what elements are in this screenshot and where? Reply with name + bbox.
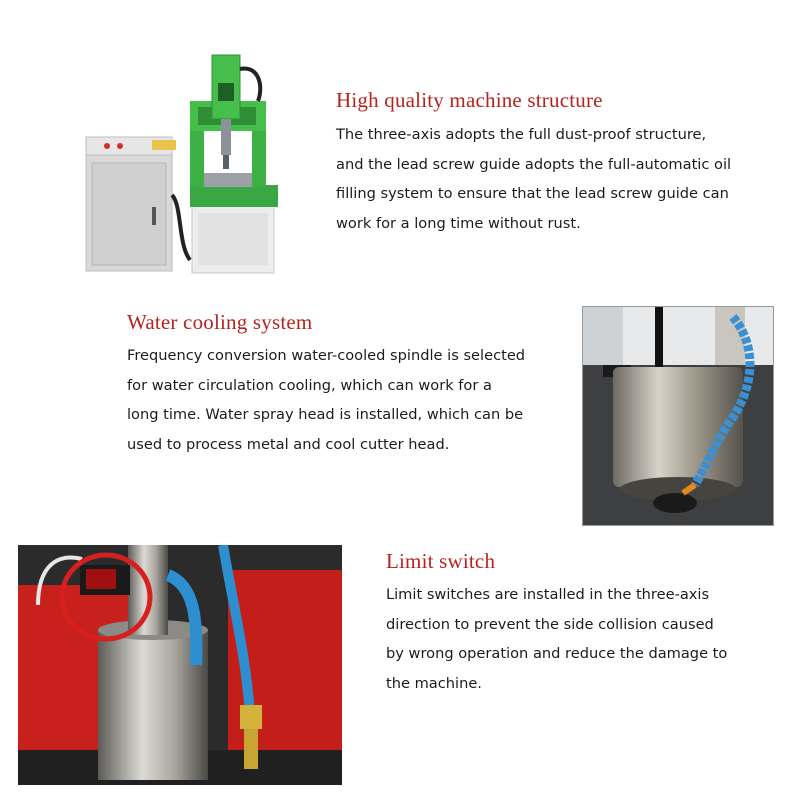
body-line: for water circulation cooling, which can work for a [127, 376, 492, 394]
limit-switch-photo [18, 545, 342, 785]
body-line: the machine. [386, 674, 482, 692]
body-line: Limit switches are installed in the three-axis [386, 586, 710, 603]
section-title-machine-structure: High quality machine structure [336, 88, 603, 112]
body-line: by wrong operation and reduce the damage to [386, 645, 728, 662]
water-cooled-spindle-photo [582, 306, 774, 526]
section-body-machine-structure [336, 120, 731, 238]
body-line: Frequency conversion water-cooled spindle is selected [127, 347, 526, 364]
section-body-water-cooling [127, 341, 525, 459]
body-line: used to process metal and cool cutter head. [127, 435, 450, 453]
section-title-limit-switch: Limit switch [386, 549, 496, 573]
machine-structure-photo [80, 45, 280, 280]
body-line: and the lead screw guide adopts the full-automatic oil [336, 155, 732, 173]
section-body-limit-switch [386, 580, 727, 698]
body-line: work for a long time without rust. [336, 214, 581, 232]
body-line: The three-axis adopts the full dust-proof structure, [336, 126, 707, 143]
body-line: direction to prevent the side collision caused [386, 615, 714, 633]
body-line: filling system to ensure that the lead screw guide can [336, 185, 729, 202]
section-title-water-cooling: Water cooling system [127, 310, 313, 334]
body-line: long time. Water spray head is installed, which can be [127, 406, 524, 423]
